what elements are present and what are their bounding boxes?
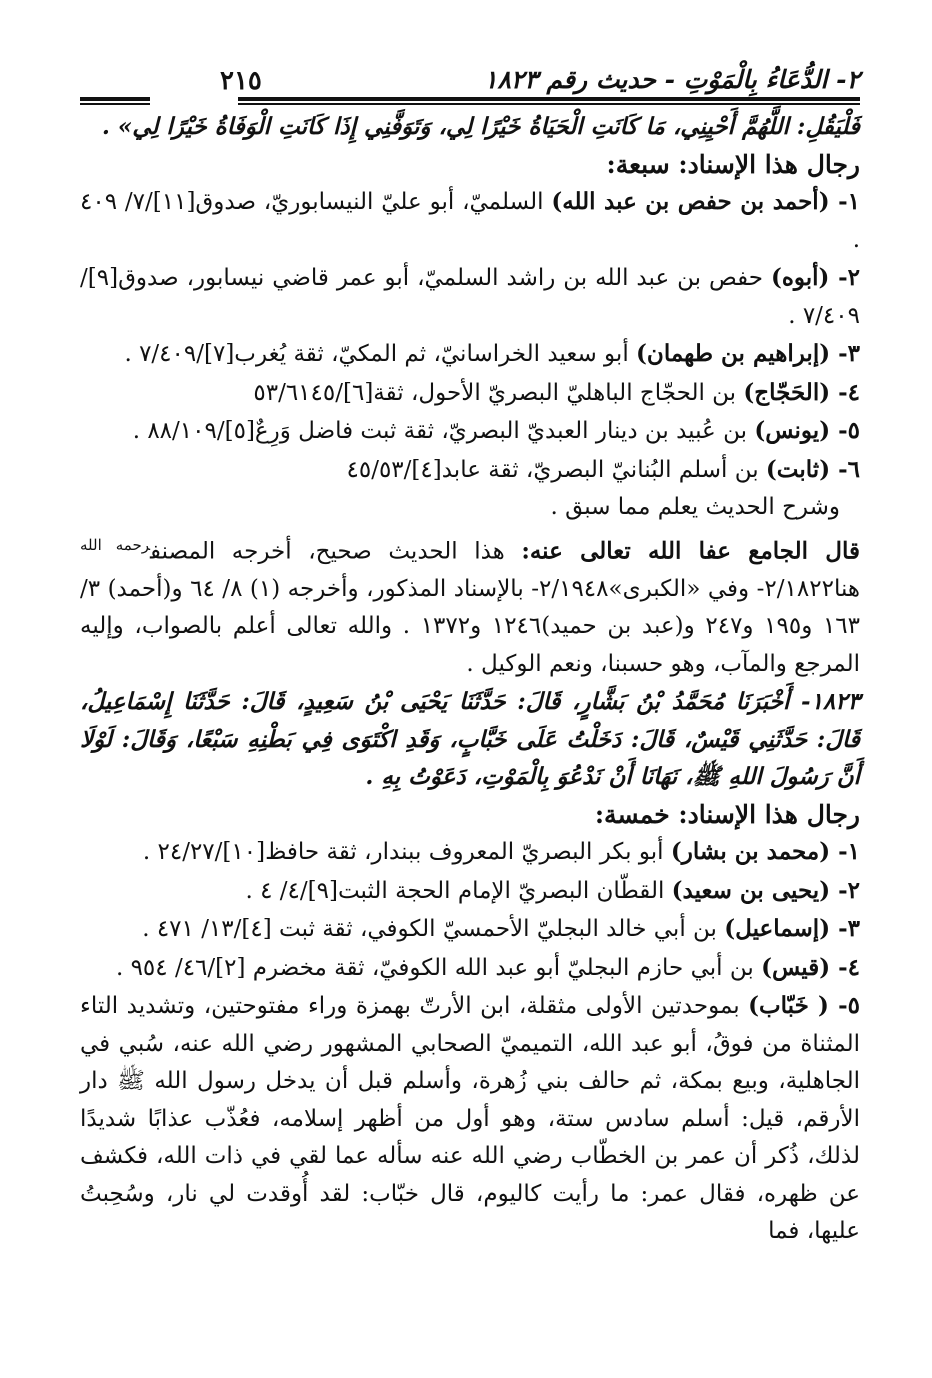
narrator-entry [80,259,860,335]
narrator-details: بن عُبيد بن دينار العبديّ البصريّ، ثقة ثبت فاضل وَرِعٌ[٥]/٨٨/١٠٩ . [132,418,755,444]
header-title: ٢- الدُّعَاءُ بِالْمَوْتِ - حديث رقم ١٨٢٣ [484,65,860,94]
narrator-entry [80,335,860,374]
narrator-name: ٣- (إبراهيم بن طهمان) [636,340,860,367]
narrator-details: بن أبي حازم البجليّ أبو عبد الله الكوفيّ، ثقة مخضرم [٢]/٤٦/ ٩٥٤ . [115,954,762,981]
narrator-details: أبو سعيد الخراسانيّ، ثم المكيّ، ثقة يُغرب[٧]/٧/٤٠٩ . [124,341,637,367]
header-rule [238,103,860,105]
header-rule [238,97,860,101]
narrator-name: ٥- (يونس) [754,417,860,444]
narrator-name: ٤- (قيس) [761,953,860,981]
narrator-details: بموحدتين الأولى مثقلة، ابن الأرتّ بهمزة وراء مفتوحتين، وتشديد التاء المثناة من فوقُ، أبو عبد الله، التميميّ الصحابي المشهور رضي الله عنه، سُبي في الجاهلية، وبيع بمكة، ثم حالف بني زُهرة، وأسلم قبل أن يدخل رسول الله ﷺ دار الأرقم، قيل: أسلم سادس ستة، وهو أول من أظهر إسلامه، فعُذّب عذابًا شديدًا لذلك، ذُكر أن عمر بن الخطّاب رضي الله عنه سأله عما لقي في ذات الله، فكشف عن ظهره، فقال عمر: ما رأيت كاليوم، قال خبّاب: لقد أُوقدت لي نار، وسُحِبتُ عليها، فما [80,993,860,1245]
honorific-glyph: رحمه الله [80,535,151,554]
narrator-details: بن أبي خالد البجليّ الأحمسيّ الكوفي، ثقة ثبت [٤]/١٣/ ٤٧١ . [142,916,725,943]
narrator-entry [80,949,860,988]
compiler-remark [80,527,860,684]
narrator-name: ٢- (يحيى بن سعيد) [671,876,860,904]
narrator-name: ١- (أحمد بن حفص بن عبد الله) [551,188,860,215]
hadith-ending: فَلْيَقُلِ: اللَّهُمَّ أَحْيِنِي، مَا كَانَتِ الْحَيَاةُ خَيْرًا لِي، وَتَوَفَّنِي إِذَا كَانَتِ الْوَفَاةُ خَيْرًا لِي» . [101,113,860,140]
narrator-details: السلميّ، أبو عليّ النيسابوريّ، صدوق[١١]/٧/ ٤٠٩ . [80,189,860,253]
section-heading: رجال هذا الإسناد: خمسة: [594,799,860,829]
narrator-name: ٥- ( خَبّاب) [748,992,860,1020]
page-number: ٢١٥ [220,66,262,96]
hadith-text: ١٨٢٣- أَخْبَرَنَا مُحَمَّدُ بْنُ بَشَّارٍ، قَالَ: حَدَّثَنَا يَحْيَى بْنُ سَعِيدٍ، قَالَ: حَدَّثَنَا إِسْمَاعِيلُ، قَالَ: حَدَّثَنِي قَيْسٌ، قَالَ: دَخَلْتُ عَلَى خَبَّابٍ، وَقَدِ اكْتَوَى فِي بَطْنِهِ سَبْعًا، وَقَالَ: لَوْلَا أَنَّ رَسُولَ اللهِ ﷺ، نَهَانَا أَنْ نَدْعُوَ بِالْمَوْتِ، دَعَوْتُ بِهِ . [80,688,860,791]
compiler-remark-text-2: هنا٢/١٨٢٢- وفي «الكبرى»٢/١٩٤٨- بالإسناد المذكور، وأخرجه (١) ٨/ ٦٤ و(أحمد) ٣/ ١٦٣ و١٩٥ و٢٤٧ و(عبد بن حميد)١٢٤٦ و١٣٧٢ . والله تعالى أعلم بالصواب، وإليه المرجع والمآب، وهو حسبنا، ونعم الوكيل . [80,575,861,677]
narrator-entry [80,987,860,1251]
narrator-details: القطّان البصريّ الإمام الحجة الثبت[٩]/٤/ ٤ . [245,877,672,904]
narrator-details: أبو بكر البصريّ المعروف ببندار، ثقة حافظ[١٠]/٢٤/٢٧ . [142,839,671,866]
section-heading: رجال هذا الإسناد: سبعة: [606,149,860,179]
header-rule [80,97,150,101]
narrator-entry [80,451,860,490]
compiler-remark-lead: قال الجامع عفا الله تعالى عنه: [521,537,860,565]
narrator-entry [80,412,860,451]
page-body [80,108,860,1251]
header-rule [80,103,150,105]
narrator-entry [80,833,860,872]
commentary-note: وشرح الحديث يعلم مما سبق . [550,494,840,520]
document-page [80,40,860,1251]
narrator-name: ٢- (أبوه) [770,264,860,291]
narrator-name: ٦- (ثابت) [765,455,860,483]
compiler-remark-text: هذا الحديث صحيح، أخرجه المصنف [150,538,522,565]
narrator-details: حفص بن عبد الله بن راشد السلميّ، أبو عمر قاضي نيسابور، صدوق[٩]/٧/٤٠٩ . [80,265,860,329]
narrator-name: ١- (محمد بن بشار) [670,838,860,866]
narrator-details: بن الحجّاج الباهليّ البصريّ الأحول، ثقة[٦]/٥٣/٦١٤٥ [253,379,744,406]
running-header [80,40,860,100]
narrator-entry [80,374,860,413]
narrator-details: بن أسلم البُنانيّ البصريّ، ثقة عابد[٤]/٤٥/٥٣ [346,456,766,483]
narrator-entry [80,872,860,911]
narrator-name: ٣- (إسماعيل) [724,915,860,943]
narrator-entry [80,183,860,259]
narrator-entry [80,910,860,949]
narrator-name: ٤- (الحَجّاج) [743,378,860,406]
